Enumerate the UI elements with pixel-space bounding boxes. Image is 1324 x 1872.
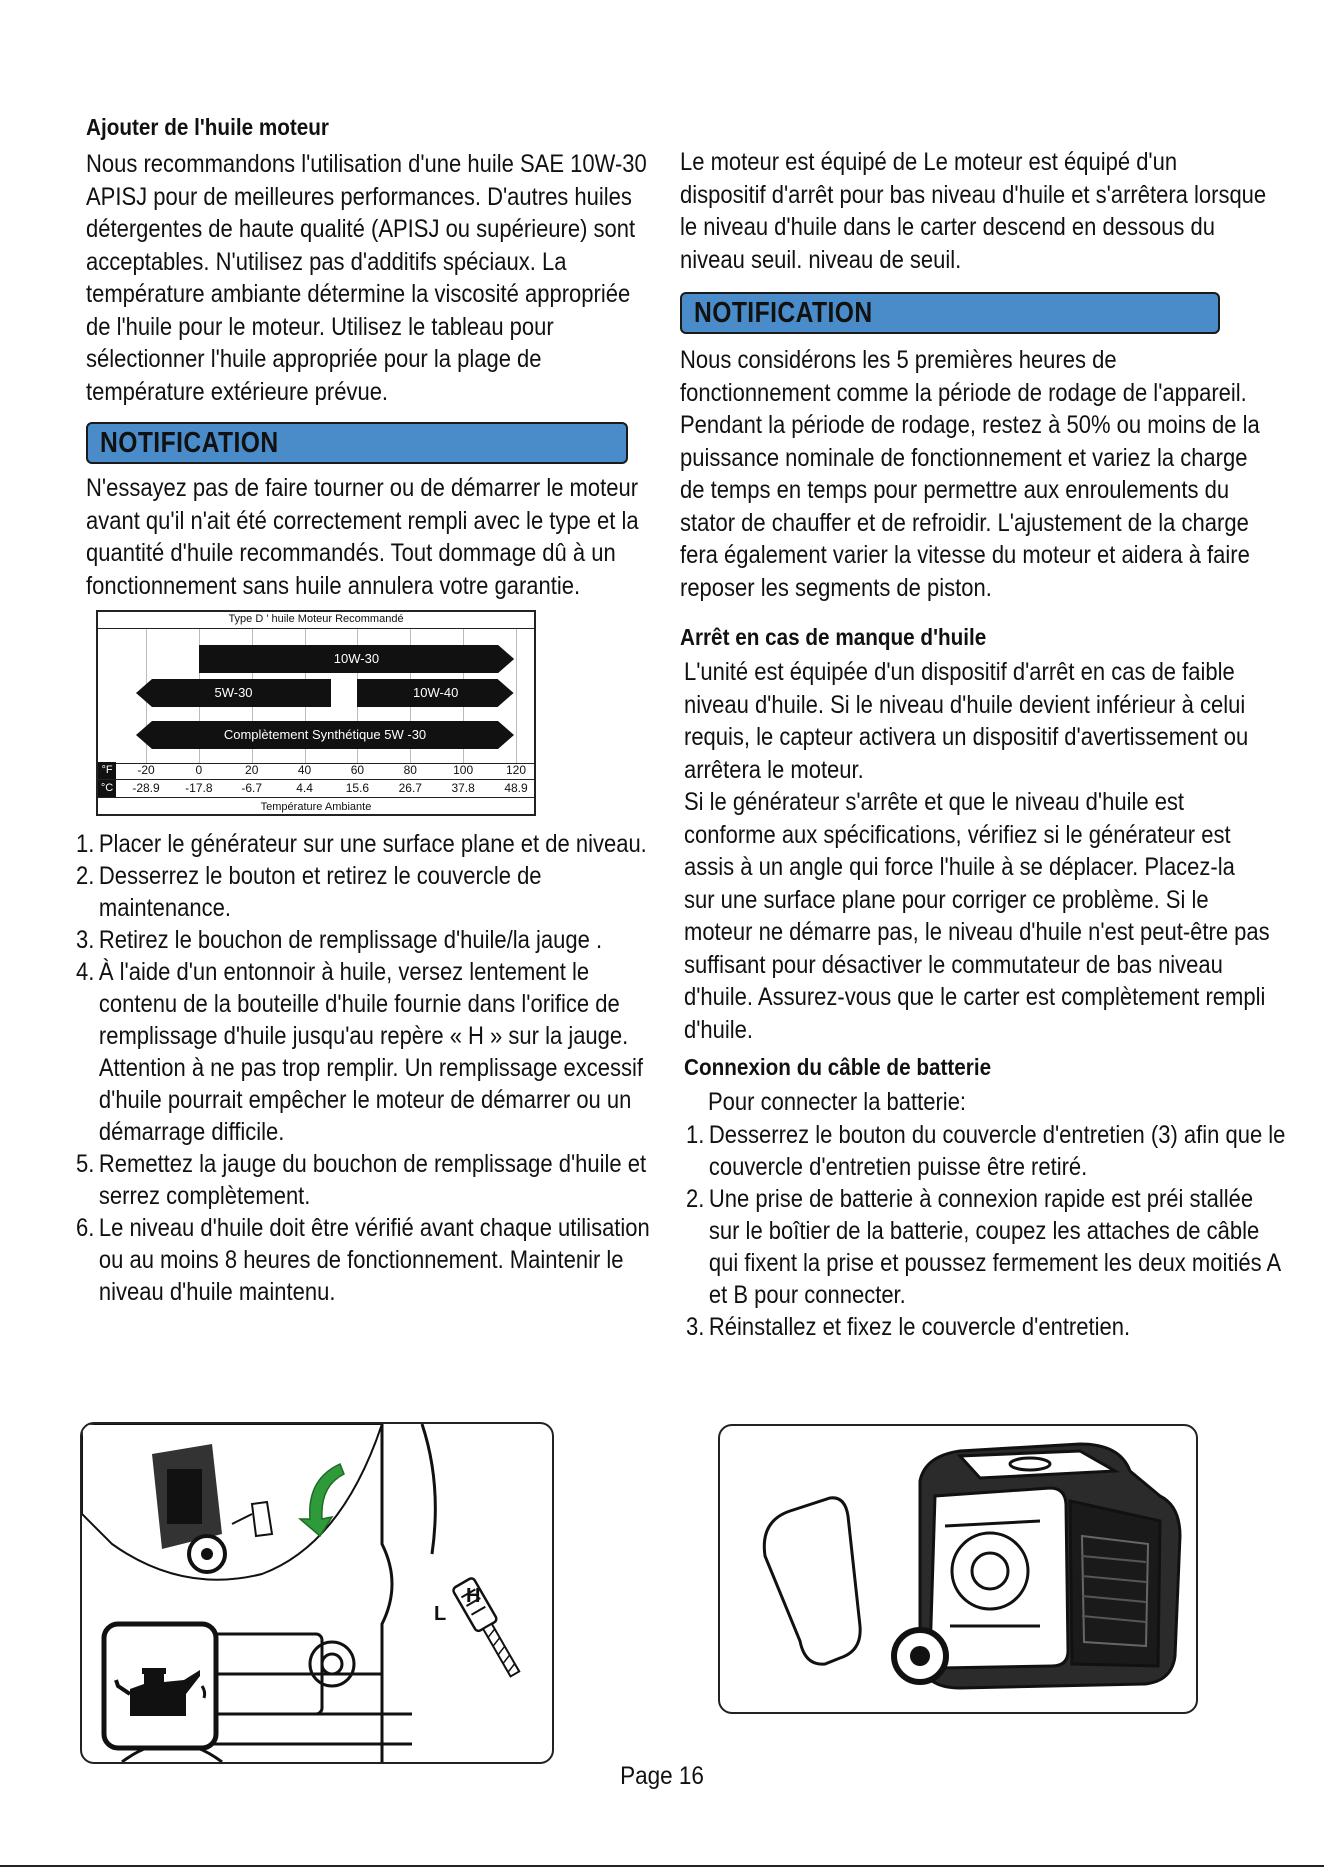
fahrenheit-row [98,762,534,780]
oil-range-bar [199,645,514,673]
list-item: 4. À l'aide d'un entonnoir à huile, versez lentement le contenu de la bouteille d'huile fournie dans l'orifice de remplissage d'huile jusqu'au repère « H » sur la jauge. Attention à ne pas trop remplir. Un remplissage excessif d'huile pourrait empêcher le moteur de démarrer ou un démarrage difficile. [76,958,644,1146]
oil-range-bar [357,679,514,707]
service-cover-figure [718,1424,1198,1714]
fahrenheit-unit: °F [98,762,116,779]
fahrenheit-tick: 120 [505,763,527,777]
fahrenheit-tick: 0 [195,763,203,777]
right-column [680,146,1286,1343]
celsius-unit: °C [98,780,116,797]
oil-range-label: 10W-30 [333,651,380,666]
fahrenheit-tick: 20 [245,763,259,777]
add-oil-steps [76,828,651,1308]
add-oil-intro: Nous recommandons l'utilisation d'une huile SAE 10W-30 APISJ pour de meilleures performances. D'autres huiles détergentes de haute qualité (APISJ ou supérieure) sont acceptables. N'utilisez pas d'additifs spéciaux. La température ambiante détermine la viscosité appropriée de l'huile pour le moteur. Utilisez le tableau pour sélectionner l'huile appropriée pour la plage de température extérieure prévue. [86,150,647,406]
celsius-tick: -28.9 [132,781,160,795]
list-item: 2. Une prise de batterie à connexion rapide est préi stallée sur le boîtier de la batterie, coupez les attaches de câble qui fixent la prise et poussez fermement les deux moitiés A et B pour connecter. [686,1184,1280,1309]
notification-text-right: Nous considérons les 5 premières heures de fonctionnement comme la période de rodage de l'appareil. Pendant la période de rodage, restez à 50% ou moins de la puissance nominale de fonctionnement et variez la charge de temps en temps pour permettre aux enroulements du stator de chauffer et de refroidir. L'ajustement de la charge fera également varier la vitesse du moteur et aidera à faire reposer les segments de piston. [680,346,1260,602]
notification-banner-right [680,292,1220,334]
oil-fill-figure [80,1422,554,1764]
celsius-tick: 37.8 [451,781,475,795]
oil-shutdown-text-1: L'unité est équipée d'un dispositif d'arrêt en cas de faible niveau d'huile. Si le niveau d'huile devient inférieur à celui requis, le capteur activera un dispositif d'avertissement ou arrêtera le moteur. [684,658,1249,784]
fahrenheit-tick: 40 [297,763,312,777]
shutdown-device-intro: Le moteur est équipé de Le moteur est équipé d'un dispositif d'arrêt pour bas niveau d'huile et s'arrêtera lorsque le niveau d'huile dans le carter descend en dessous du niveau seuil. niveau de seuil. [680,148,1267,274]
oil-type-chart [96,610,536,816]
wheel-icon [894,1630,946,1682]
page-number: Page 16 [620,1762,704,1790]
oil-range-label: Complètement Synthétique 5W -30 [223,727,427,742]
celsius-row [98,780,534,798]
oil-range-label: 10W-40 [413,685,459,700]
left-column [76,112,651,1308]
grid-line [516,629,517,763]
oil-range-bar [136,679,331,707]
footer-rule [0,1865,1324,1867]
battery-intro: Pour connecter la batterie: [708,1088,967,1116]
celsius-tick: 15.6 [345,781,370,795]
magnified-view [82,1424,382,1580]
generator-body [920,1444,1180,1688]
celsius-tick: -17.8 [185,781,213,795]
add-oil-title: Ajouter de l'huile moteur [86,114,329,140]
oil-shutdown-text-2: Si le générateur s'arrête et que le niveau d'huile est conforme aux spécifications, vérifiez si le générateur est assis à un angle qui force l'huile à se déplacer. Placez-la sur une surface plane pour corriger ce problème. Si le moteur ne démarre pas, le niveau d'huile n'est peut-être pas suffisant pour désactiver le commutateur de bas niveau d'huile. Assurez-vous que le carter est complètement rempli d'huile. [684,788,1270,1044]
notification-banner-left [86,422,628,464]
fahrenheit-tick: 100 [453,763,474,777]
service-cover-icon [764,1498,860,1664]
chart-title: Type D ' huile Moteur Recommandé [228,613,404,625]
chart-axis-label: Température Ambiante [260,801,372,813]
chart-grid [98,628,534,764]
list-item: 3. Retirez le bouchon de remplissage d'huile/la jauge . [76,926,603,954]
list-item: 3. Réinstallez et fixez le couvercle d'entretien. [686,1312,1131,1341]
oil-range-bar [136,721,514,749]
fahrenheit-tick: -20 [137,763,155,777]
list-item: 2. Desserrez le bouton et retirez le couvercle de maintenance. [76,862,542,922]
notification-label: NOTIFICATION [694,296,873,329]
list-item: 1. Placer le générateur sur une surface plane et de niveau. [76,830,647,858]
list-item: 5. Remettez la jauge du bouchon de remplissage d'huile et serrez complètement. [76,1150,647,1210]
oil-fill-illustration [82,1424,552,1762]
celsius-tick: 26.7 [398,781,422,795]
list-item: 6. Le niveau d'huile doit être vérifié avant chaque utilisation ou au moins 8 heures de fonctionnement. Maintenir le niveau d'huile maintenu. [76,1214,650,1306]
battery-steps [686,1119,1286,1343]
notification-label: NOTIFICATION [100,426,279,459]
generator-illustration [720,1426,1196,1712]
dipstick-low-mark: L [434,1603,447,1625]
oil-range-label: 5W-30 [214,685,253,700]
oil-can-icon [104,1624,216,1748]
list-item: 1. Desserrez le bouton du couvercle d'entretien (3) afin que le couvercle d'entretien puisse être retiré. [686,1120,1286,1181]
fahrenheit-tick: 60 [350,763,365,777]
celsius-tick: 48.9 [504,781,528,795]
notification-text-left: N'essayez pas de faire tourner ou de démarrer le moteur avant qu'il n'ait été correctement rempli avec le type et la quantité d'huile recommandés. Tout dommage dû à un fonctionnement sans huile annulera votre garantie. [86,474,639,600]
dipstick-high-mark: H [466,1585,481,1607]
dipstick-icon [452,1577,525,1680]
battery-title: Connexion du câble de batterie [684,1054,992,1080]
fahrenheit-tick: 80 [403,763,417,777]
celsius-tick: 4.4 [296,781,313,795]
celsius-tick: -6.7 [241,781,263,795]
oil-shutdown-title: Arrêt en cas de manque d'huile [680,624,987,650]
